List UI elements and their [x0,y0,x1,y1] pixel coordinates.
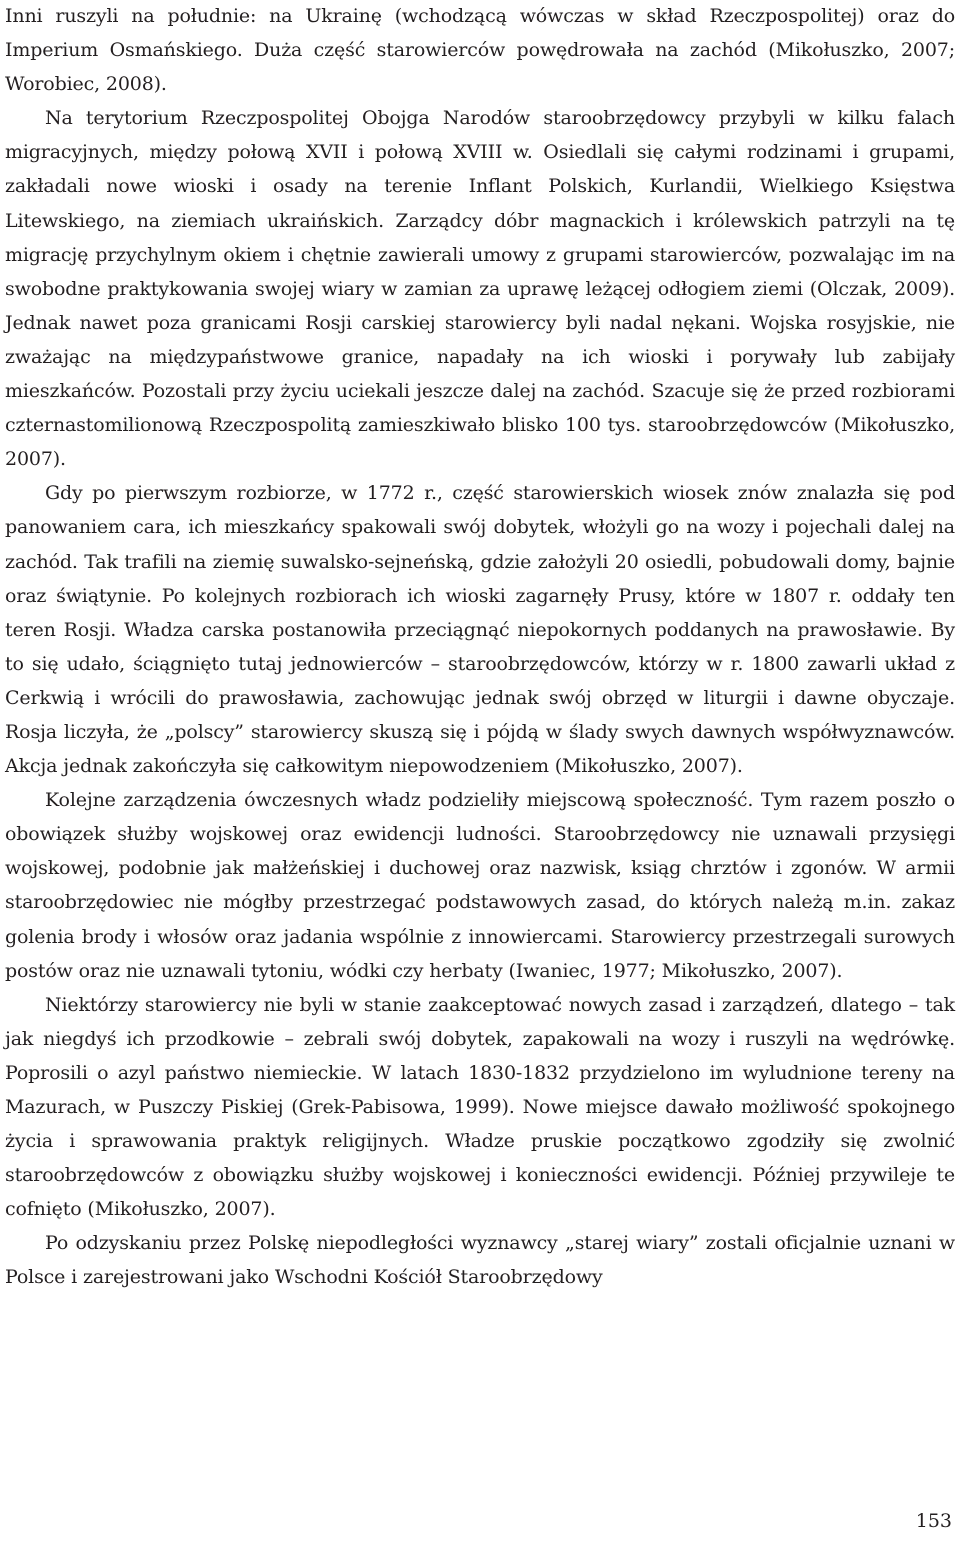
page-number: 153 [915,1510,952,1532]
paragraph-5: Niektórzy starowiercy nie byli w stanie zaakceptować nowych zasad i zarządzeń, dlatego – tak jak niegdyś ich przodkowie – zebrali swój dobytek, zapakowali na wozy i ruszyli na wędrówkę. Poprosili o azyl państwo niemieckie. W latach 1830-1832 przydzielono im wyludnione tereny na Mazurach, w Puszczy Piskiej (Grek-Pabisowa, 1999). Nowe miejsce dawało możliwość spokojnego życia i sprawowania praktyk religijnych. Władze pruskie początkowo zgodziły się zwolnić staroobrzędowców z obowiązku służby wojskowej i konieczności ewidencji. Później przywileje te cofnięto (Mikołuszko, 2007). [5,993,955,1221]
paragraph-4: Kolejne zarządzenia ówczesnych władz podzieliły miejscową społeczność. Tym razem poszło o obowiązek służby wojskowej oraz ewidencji ludności. Staroobrzędowcy nie uznawali przysięgi wojskowej, podobnie jak małżeńskiej i duchowej oraz nazwisk, ksiąg chrztów i zgonów. W armii staroobrzędowiec nie mógłby przestrzegać podstawowych zasad, do których należą m.in. zakaz golenia brody i włosów oraz jadania wspólnie z innowiercami. Starowiercy przestrzegali surowych postów oraz nie uznawali tytoniu, wódki czy herbaty (Iwaniec, 1977; Mikołuszko, 2007). [5,789,955,982]
paragraph-6: Po odzyskaniu przez Polskę niepodległości wyznawcy „starej wiary” zostali oficjalnie uznani w Polsce i zarejestrowani jako Wschodni Kościół Staroobrzędowy [5,1232,955,1289]
paragraph-3: Gdy po pierwszym rozbiorze, w 1772 r., część starowierskich wiosek znów znalazła się pod panowaniem cara, ich mieszkańcy spakowali swój dobytek, włożyli go na wozy i pojechali dalej na zachód. Tak trafili na ziemię suwalsko-sejneńską, gdzie założyli 20 osiedli, pobudowali domy, bajnie oraz świątynie. Po kolejnych rozbiorach ich wioski zagarnęły Prusy, które w 1807 r. oddały ten teren Rosji. Władza carska postanowiła przeciągnąć niepokornych poddanych na prawosławie. By to się udało, ściągnięto tutaj jednowierców – staroobrzędowców, którzy w r. 1800 zawarli układ z Cerkwią i wrócili do prawosławia, zachowując jednak swój obrzęd w liturgii i dawne obyczaje. Rosja liczyła, że „polscy” starowiercy skuszą się i pójdą w ślady swych dawnych współwyznawców. Akcja jednak zakończyła się całkowitym niepowodzeniem (Mikołuszko, 2007). [5,482,955,778]
document-page [5,0,955,1295]
paragraph-2: Na terytorium Rzeczpospolitej Obojga Narodów staroobrzędowcy przybyli w kilku falach migracyjnych, między połową XVII i połową XVIII w. Osiedlali się całymi rodzinami i grupami, zakładali nowe wioski i osady na terenie Inflant Polskich, Kurlandii, Wielkiego Księstwa Litewskiego, na ziemiach ukraińskich. Zarządcy dóbr magnackich i królewskich patrzyli na tę migrację przychylnym okiem i chętnie zawierali umowy z grupami starowierców, pozwalając im na swobodne praktykowania swojej wiary w zamian za uprawę leżącej odłogiem ziemi (Olczak, 2009). Jednak nawet poza granicami Rosji carskiej starowiercy byli nadal nękani. Wojska rosyjskie, nie zważając na międzypaństwowe granice, napadały na ich wioski i porywały lub zabijały mieszkańców. Pozostali przy życiu uciekali jeszcze dalej na zachód. Szacuje się że przed rozbiorami czternastomilionową Rzeczpospolitą zamieszkiwało blisko 100 tys. staroobrzędowców (Mikołuszko, 2007). [5,107,955,471]
paragraph-1: Inni ruszyli na południe: na Ukrainę (wchodzącą wówczas w skład Rzeczpospolitej) oraz do Imperium Osmańskiego. Duża część starowierców powędrowała na zachód (Mikołuszko, 2007; Worobiec, 2008). [5,5,955,96]
